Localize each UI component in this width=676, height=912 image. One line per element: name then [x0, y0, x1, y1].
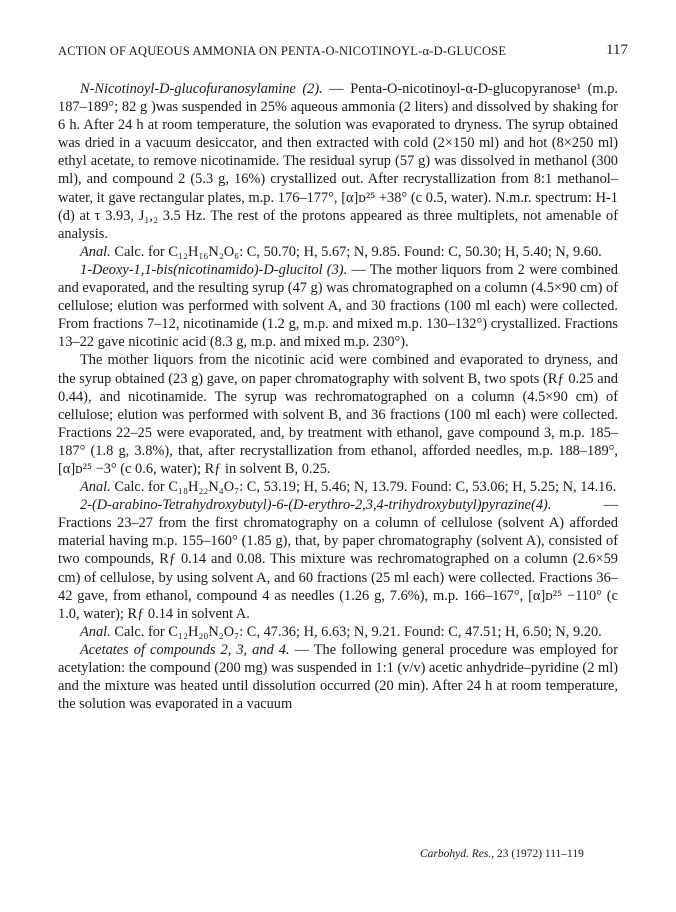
body-text — [58, 80, 618, 713]
paragraph-lead: Anal. — [80, 623, 111, 640]
journal-citation: 23 (1972) 111–119 — [496, 848, 584, 860]
page-footer — [420, 848, 584, 860]
paragraph-text: Calc. for C₁₈H₂₂N₄O₇: C, 53.19; H, 5.46; N, 13.79. Found: C, 53.06; H, 5.25; N, 14.16. — [110, 479, 617, 496]
paragraph-text: — The following general procedure was employed for acetylation: the compound (200 mg) was suspended in 1:1 (v/v) acetic anhydride–pyridine (2 ml) and the mixture was heated until dissolution occurred (20 min). After 24 h at room temperature, the solution was evaporated in a vacuum — [58, 641, 619, 713]
paragraph-text: Calc. for C₁₂H₁₆N₂O₆: C, 50.70; H, 5.67; N, 9.85. Found: C, 50.30; H, 5.40; N, 9.60. — [110, 243, 602, 260]
paragraph-lead: N-Nicotinoyl-D-glucofuranosylamine (2). — [80, 81, 323, 97]
paragraph-text: Calc. for C₁₂H₂₀N₂O₇: C, 47.36; H, 6.63; N, 9.21. Found: C, 47.51; H, 6.50; N, 9.20. — [110, 623, 602, 640]
paragraph-text: The mother liquors from the nicotinic acid were combined and evaporated to dryness, and the syrup obtained (23 g) gave, on paper chromatography with solvent B, two spots (Rƒ 0.25 and 0.44), and nicotinamide. The syrup was rechromatographed on a column (4.5×90 cm) of cellulose; elution was performed with solvent B, and 36 fractions (100 ml each) were collected. Fractions 22–25 were evaporated, and, by treatment with ethanol, gave compound 3, m.p. 185–187° (1.8 g, 3.8%), that, after recrystallization from ethanol, afforded needles, m.p. 188–189°, [α]ᴅ²⁵ −3° (c 0.6, water); Rƒ in solvent B, 0.25. — [58, 352, 618, 477]
paragraph-acetates — [58, 641, 618, 713]
paragraph-text: — Penta-O-nicotinoyl-α-D-glucopyranose¹ (m.p. 187–189°; 82 g )was suspended in 25% aqueous ammonia (2 liters) and dissolved by shaking for 6 h. After 24 h at room temperature, the solution was evaporated to dryness. The syrup obtained was dried in a vacuum desiccator, and then extracted with cold (2×150 ml) and hot (8×250 ml) ethyl acetate, to remove nicotinamide. The residual syrup (57 g) was dissolved in methanol (300 ml), and compound 2 (5.3 g, 16%) crystallized out. After recrystallization from 8:1 methanol–water, it gave rectangular plates, m.p. 176–177°, [α]ᴅ²⁵ +38° (c 0.5, water). N.m.r. spectrum: H-1 (d) at τ 3.93, J₁,₂ 3.5 Hz. The rest of the protons appeared as three multiplets, not amenable of analysis. — [58, 81, 618, 242]
paragraph-compound-3 — [58, 261, 618, 351]
page-number: 117 — [606, 42, 628, 58]
paragraph-text: — Fractions 23–27 from the first chromatography on a column of cellulose (solvent A) afforded material having m.p. 155–160° (1.85 g), that, by paper chromatography (solvent A), consisted of two compounds, Rƒ 0.14 and 0.08. This mixture was rechromatographed on a column (2.6×59 cm) of cellulose, by using solvent A, and 60 fractions (25 ml each) were collected. Fractions 36–42 gave, from ethanol, compound 4 as needles (1.26 g, 7.6%), m.p. 166–167°, [α]ᴅ²⁵ −110° (c 1.0, water); Rƒ 0.14 in solvent A. — [58, 497, 618, 622]
page-header — [58, 44, 628, 64]
paragraph-lead: 1-Deoxy-1,1-bis(nicotinamido)-D-glucitol (3). — [80, 261, 348, 278]
paragraph-compound-4 — [58, 496, 618, 623]
paragraph-compound-2 — [58, 80, 618, 243]
paragraph-lead: Acetates of compounds 2, 3, and 4. — [80, 641, 290, 658]
journal-name: Carbohyd. Res., — [420, 848, 495, 860]
running-title: ACTION OF AQUEOUS AMMONIA ON PENTA-O-NICOTINOYL-α-D-GLUCOSE — [58, 44, 507, 58]
paragraph-lead: Anal. — [80, 479, 111, 496]
paragraph-analysis-2 — [58, 243, 618, 261]
paragraph-lead: 2-(D-arabino-Tetrahydroxybutyl)-6-(D-erythro-2,3,4-trihydroxybutyl)pyrazine(4). — [80, 497, 552, 514]
paragraph-analysis-3 — [58, 478, 618, 496]
paragraph-mother-liquors — [58, 351, 618, 478]
paragraph-analysis-4 — [58, 623, 618, 641]
paragraph-text: — The mother liquors from 2 were combined and evaporated, and the resulting syrup (47 g) was chromatographed on a column (4.5×90 cm) of cellulose; elution was performed with solvent A, and 30 fractions (100 ml each) were collected. From fractions 7–12, nicotinamide (1.2 g, m.p. and mixed m.p. 130–132°) crystallized. Fractions 13–22 gave nicotinic acid (8.3 g, m.p. and mixed m.p. 230°). — [58, 261, 618, 351]
paragraph-lead: Anal. — [80, 243, 111, 260]
